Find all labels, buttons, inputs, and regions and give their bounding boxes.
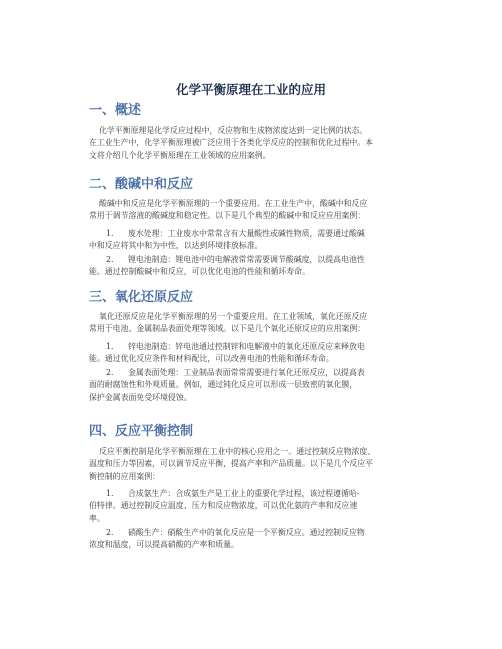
list-item-text: 硝酸生产：硝酸生产中的氧化反应是一个平衡反应。通过控制反应物 [128,528,365,537]
section-heading-acid-base: 二、酸碱中和反应 [89,177,194,192]
list-item-text: 浓度和温度，可以提高硝酸的产率和质量。 [89,540,239,550]
list-item-text: 伯特律。通过控制反应温度、压力和反应物浓度，可以优化氨的产率和反应速 [89,501,358,511]
list-item-number: 2. [106,255,114,264]
document-title: 化学平衡原理在工业的应用 [175,82,326,97]
section-paragraph-acid-base [89,198,436,223]
list-item-text: 面的耐腐蚀性和外观质量。例如，通过钝化反应可以形成一层致密的氧化膜， [89,380,358,390]
paragraph-line: 化学平衡原理是化学反应过程中，反应物和生成物浓度达到一定比例的状态。 [99,126,368,135]
section-paragraph-redox [89,311,436,336]
list-item-number: 1. [106,489,114,498]
list-item-text: 中和反应将其中和为中性，以达到环境排放标准。 [89,241,263,251]
list-item-text: 保护金属表面免受环境侵蚀。 [89,392,192,402]
list-item-text: 锌电池制造：锌电池通过控制锌和电解液中的氧化还原反应来释放电 [128,342,365,351]
paragraph-line: 常用于调节溶液的酸碱度和稳定性。以下是几个典型的酸碱中和反应应用案例： [89,211,366,221]
list-item [89,341,426,366]
paragraph-line: 氧化还原反应是化学平衡原理的另一个重要应用。在工业领域，氧化还原反应 [99,312,368,321]
section-heading-redox: 三、氧化还原反应 [89,290,194,305]
list-item-text: 率。 [89,513,105,523]
section-paragraph-overview [89,125,436,162]
section-paragraph-equilibrium-control [89,446,436,483]
list-item-text: 能。通过控制酸碱中和反应，可以优化电池的性能和循环寿命。 [89,267,310,277]
list-item [89,254,426,279]
list-item-text: 锂电池制造：锂电池中的电解液常常需要调节酸碱度，以提高电池性 [128,255,365,264]
list-item-number: 2. [106,368,114,377]
list-item [89,367,426,404]
section-heading-equilibrium-control: 四、反应平衡控制 [89,424,194,439]
paragraph-line: 衡控制的应用案例： [89,471,161,481]
paragraph-line: 温度和压力等因素，可以调节反应平衡，提高产率和产品质量。以下是几个反应平 [89,459,374,469]
list-item-number: 1. [106,229,114,238]
list-item [89,488,426,525]
list-item-number: 1. [106,342,114,351]
list-item-text: 能。通过优化反应条件和材料配比，可以改善电池的性能和循环寿命。 [89,354,334,364]
list-item-text: 金属表面处理：工业制品表面常常需要进行氧化还原反应，以提高表 [128,368,365,377]
section-heading-overview: 一、概述 [89,103,142,118]
paragraph-line: 在工业生产中，化学平衡原理被广泛应用于各类化学反应的控制和优化过程中。本 [89,138,374,148]
list-item [89,228,426,253]
list-item-text: 废水处理：工业废水中常常含有大量酸性或碱性物质，需要通过酸碱 [128,229,365,238]
paragraph-line: 文将介绍几个化学平衡原理在工业领域的应用案例。 [89,150,271,160]
list-item-text: 合成氨生产：合成氨生产是工业上的重要化学过程，该过程遵循哈- [128,489,360,498]
list-item [89,527,426,552]
list-item-number: 2. [106,528,114,537]
paragraph-line: 反应平衡控制是化学平衡原理在工业中的核心应用之一。通过控制反应物浓度、 [99,447,376,456]
paragraph-line: 酸碱中和反应是化学平衡原理的一个重要应用。在工业生产中，酸碱中和反应 [99,199,368,208]
paragraph-line: 常用于电池、金属制品表面处理等领域。以下是几个氧化还原反应的应用案例： [89,324,366,334]
